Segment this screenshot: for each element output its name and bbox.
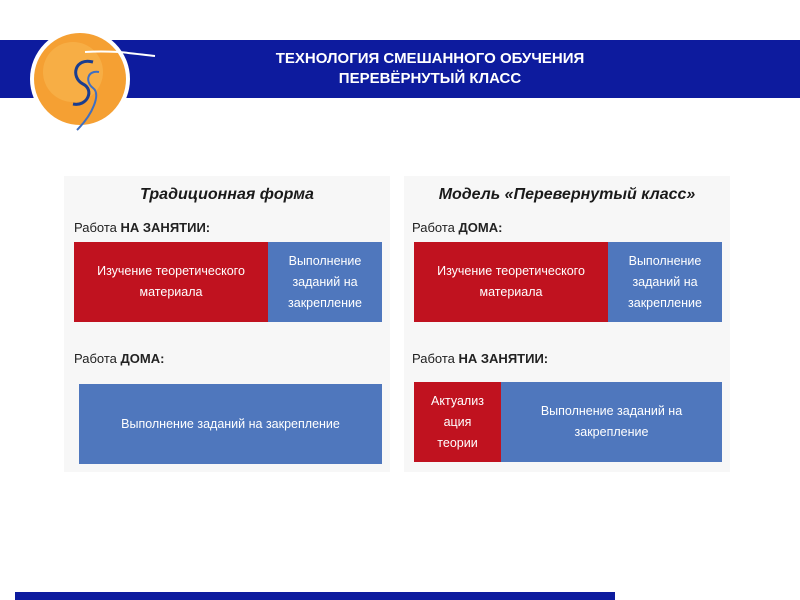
traditional-home-practice-block: Выполнение заданий на закрепление (79, 384, 382, 464)
flipped-home-practice-block: Выполнение заданий на закрепление (608, 242, 722, 322)
label-prefix: Работа (412, 351, 459, 366)
header-title (150, 40, 710, 98)
flipped-title: Модель «Перевернутый класс» (438, 186, 696, 203)
header-title-line1: ТЕХНОЛОГИЯ СМЕШАННОГО ОБУЧЕНИЯ (275, 50, 585, 67)
traditional-title: Традиционная форма (140, 186, 314, 203)
label-prefix: Работа (74, 220, 121, 235)
flipped-panel (404, 176, 730, 472)
label-prefix: Работа (74, 351, 121, 366)
flipped-class-label (412, 351, 548, 366)
label-prefix: Работа (412, 220, 459, 235)
flipped-class-practice-block: Выполнение заданий на закрепление (501, 382, 722, 462)
flipped-home-theory-block: Изучение теоретического материала (414, 242, 608, 322)
footer-bar (15, 592, 615, 600)
header-title-line2: ПЕРЕВЁРНУТЫЙ КЛАСС (338, 70, 522, 87)
label-bold: НА ЗАНЯТИИ: (458, 351, 549, 366)
flipped-home-label (412, 220, 502, 235)
traditional-class-theory-block: Изучение теоретического материала (74, 242, 268, 322)
traditional-panel (64, 176, 390, 472)
label-bold: ДОМА: (120, 351, 165, 366)
traditional-class-practice-block: Выполнение заданий на закрепление (268, 242, 382, 322)
traditional-home-label (74, 351, 164, 366)
label-bold: НА ЗАНЯТИИ: (120, 220, 211, 235)
flipped-class-actualization-block: Актуализ ация теории (414, 382, 501, 462)
orange-sun-swirl-logo-icon (25, 22, 160, 137)
traditional-class-label (74, 220, 210, 235)
label-bold: ДОМА: (458, 220, 503, 235)
